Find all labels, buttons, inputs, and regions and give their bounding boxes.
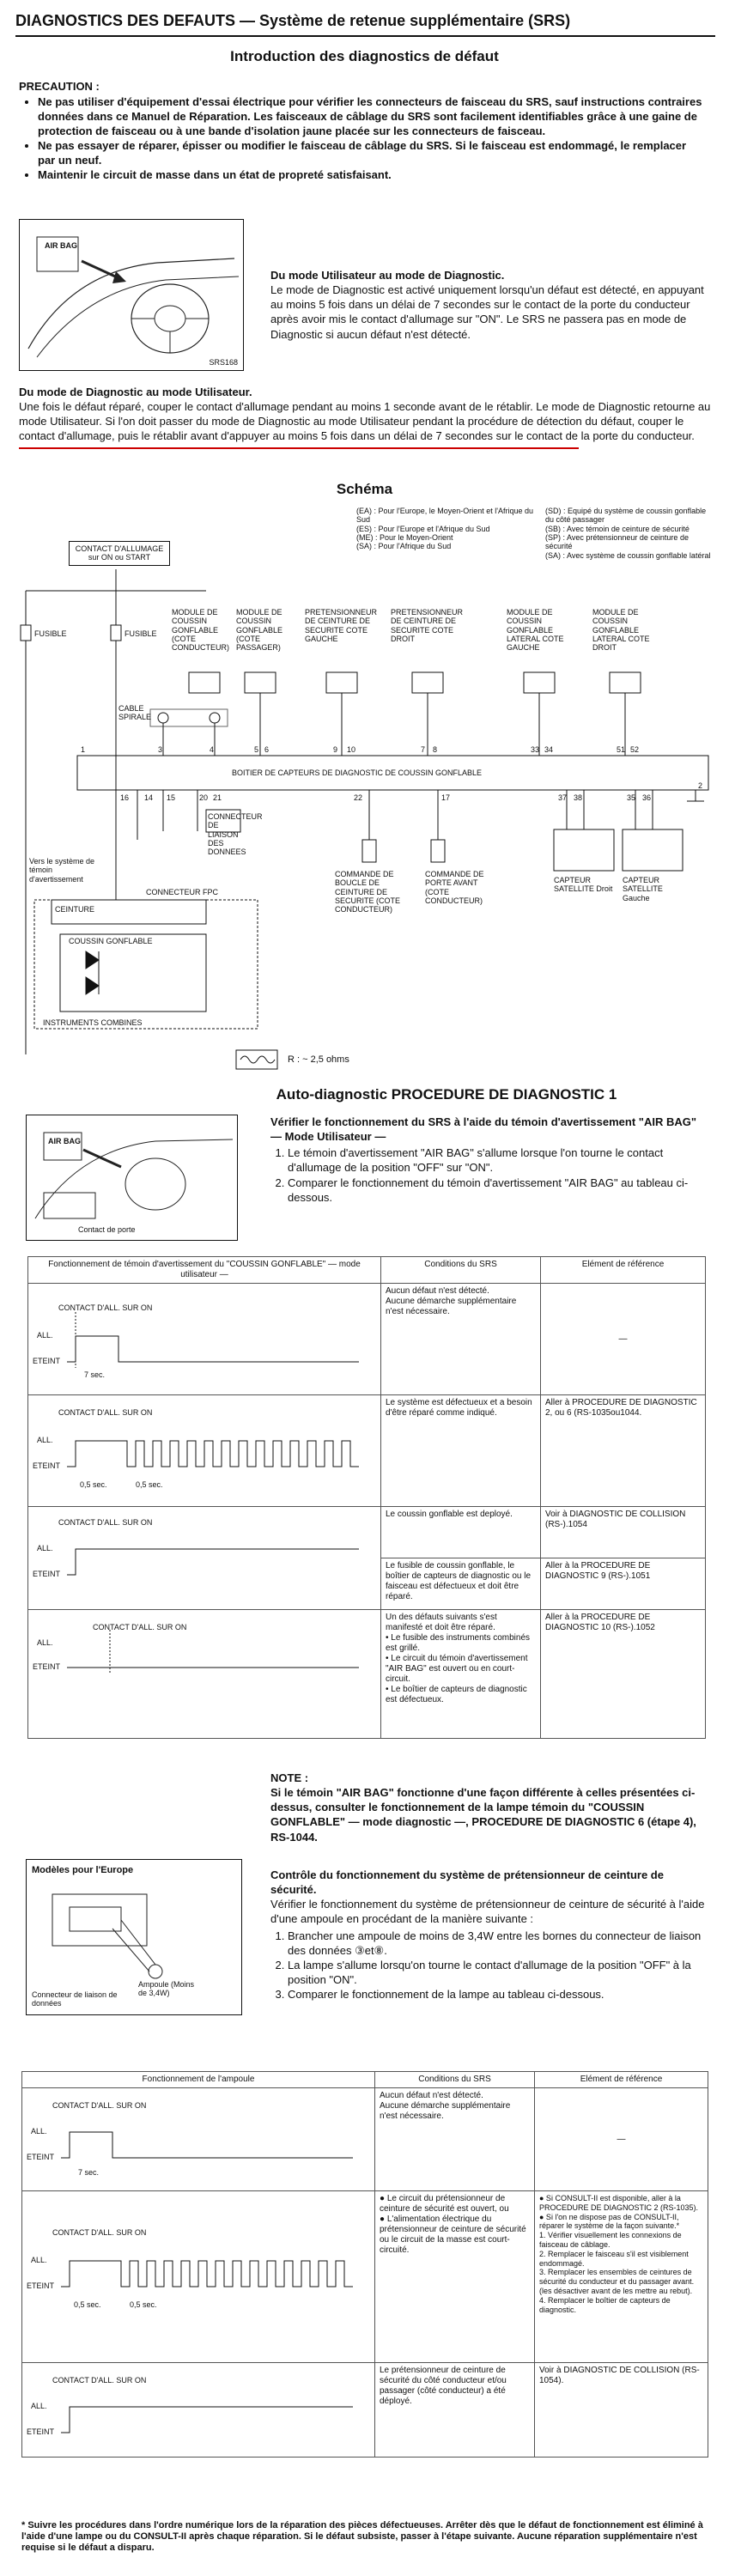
- wave-time-label: 7 sec.: [78, 2168, 100, 2177]
- module-passenger-label: MODULE DE COUSSIN GONFLABLE (COTE PASSAGER): [236, 608, 283, 653]
- reference-cell: Aller à PROCEDURE DE DIAGNOSTIC 2, ou 6 (RS-1035ou1044.: [541, 1395, 706, 1507]
- reference-cell: —: [541, 1284, 706, 1395]
- wave-on-label: CONTACT D'ALL. SUR ON: [52, 2228, 147, 2237]
- figure-code: SRS168: [209, 357, 238, 367]
- pin-label: 52: [630, 745, 640, 754]
- table-header-row: [22, 2072, 708, 2088]
- buckle-switch-label: COMMANDE DE BOUCLE DE CEINTURE DE SECURITE (COTE CONDUCTEUR): [335, 870, 401, 914]
- autodiag-heading: Vérifier le fonctionnement du SRS à l'aide du témoin d'avertissement "AIR BAG" — Mode Utilisateur —: [270, 1115, 696, 1144]
- pin-label: 17: [441, 793, 451, 802]
- table-row: [22, 2088, 708, 2191]
- pin-label: 5: [254, 745, 259, 754]
- diag-to-user-text: Une fois le défaut réparé, couper le contact d'allumage pendant au moins 1 seconde avant de le rétablir. Le mode de Diagnostic retourne au mode Utilisateur. Si l'on doit passer du mode de Diagnostic au mode Utilisateur pendant la procédure de détection du défaut, couper le contact d'allumage, puis le rétablir avant d'appuyer au moins 5 fois dans un délai de 7 secondes sur le contact de la porte du conducteur.: [19, 400, 711, 443]
- condition-cell: Le coussin gonflable est deployé.: [381, 1507, 541, 1558]
- legend-item: (SD) : Equipé du système de coussin gonflable du côté passager: [545, 507, 707, 525]
- wave-time-label: 0,5 sec.: [80, 1480, 107, 1489]
- waveform-continuous-icon: [33, 1510, 368, 1604]
- pretensioner-left-label: PRETENSIONNEUR DE CEINTURE DE SECURITE COTE GAUCHE: [305, 608, 378, 644]
- pin-label: 10: [347, 745, 356, 754]
- schema-title: Schéma: [336, 481, 393, 497]
- precaution-list: [19, 95, 706, 182]
- waveform-cell: [28, 1507, 381, 1610]
- user-to-diag-section: [270, 268, 708, 342]
- footnote: * Suivre les procédures dans l'ordre numérique lors de la réparation des pièces défectueuses. Arrêter dès que le défaut de fonctionnement est éliminé à l'aide d'une lampe ou du CONSULT-II après chaque réparation. Si le défaut subsiste, passer à l'étape suivante. Aucune réparation supplémentaire n'est requise si le défaut a disparu.: [21, 2520, 703, 2554]
- cluster-label: INSTRUMENTS COMBINES: [43, 1018, 143, 1027]
- pin-label: 22: [354, 793, 363, 802]
- bulb-waveform-steady-icon: [27, 2091, 361, 2185]
- side-module-left-label: MODULE DE COUSSIN GONFLABLE LATERAL COTE GAUCHE: [507, 608, 564, 653]
- wave-on-label: CONTACT D'ALL. SUR ON: [52, 2376, 147, 2385]
- condition-cell: Un des défauts suivants s'est manifesté et doit être réparé. • Le fusible des instruments combinés est grillé. • Le circuit du témoin d'avertissement "AIR BAG" est ouvert ou en court-circuit. • Le boîtier de capteurs de diagnostic est défectueux.: [381, 1610, 541, 1739]
- legend-item: (EA) : Pour l'Europe, le Moyen-Orient et l'Afrique du Sud: [356, 507, 534, 525]
- table-row: [28, 1395, 706, 1507]
- spiral-cable-label: CABLE SPIRALE: [118, 704, 152, 722]
- autodiag-step: 1. Le témoin d'avertissement "AIR BAG" s'allume lorsque l'on tourne le contact d'allumage de la position "OFF" sur "ON".: [288, 1145, 708, 1175]
- condition-cell: Aucun défaut n'est détecté. Aucune démarche supplémentaire n'est nécessaire.: [381, 1284, 541, 1395]
- legend-item: (SP) : Avec prétensionneur de ceinture de sécurité: [545, 533, 689, 551]
- pin-label: 6: [264, 745, 270, 754]
- reference-cell: —: [535, 2088, 708, 2191]
- pin-label: 1: [81, 745, 86, 754]
- wave-time-label: 0,5 sec.: [74, 2300, 101, 2309]
- waveform-cell: [28, 1395, 381, 1507]
- pretensioner-right-label: PRETENSIONNEUR DE CEINTURE DE SECURITE COTE DROIT: [391, 608, 464, 644]
- wave-on-label: CONTACT D'ALL. SUR ON: [58, 1518, 153, 1527]
- pin-label: 37: [558, 793, 568, 802]
- waveform-off-icon: [33, 1613, 368, 1733]
- legend-item: (ME) : Pour le Moyen-Orient: [356, 533, 453, 543]
- intro-title: Introduction des diagnostics de défaut: [230, 48, 499, 64]
- precaution-title: PRECAUTION :: [19, 80, 100, 93]
- wave-off-label: ETEINT: [27, 2281, 55, 2290]
- door-switch-label: COMMANDE DE PORTE AVANT (COTE CONDUCTEUR): [425, 870, 484, 906]
- wave-on-label: CONTACT D'ALL. SUR ON: [58, 1408, 153, 1417]
- column-header: Conditions du SRS: [375, 2072, 535, 2088]
- pin-label: 36: [642, 793, 652, 802]
- autodiag-steps: [270, 1145, 708, 1205]
- belt-label: CEINTURE: [55, 905, 95, 914]
- wave-on-label: CONTACT D'ALL. SUR ON: [58, 1303, 153, 1312]
- resistance-label: R : ~ 2,5 ohms: [288, 1054, 349, 1065]
- sensor-unit-label: BOITIER DE CAPTEURS DE DIAGNOSTIC DE COUSSIN GONFLABLE: [232, 769, 483, 777]
- diag-to-user-section: [19, 385, 714, 444]
- table-row: [28, 1507, 706, 1558]
- pin-label: 3: [158, 745, 163, 754]
- table-row: [28, 1610, 706, 1739]
- reference-cell: Voir à DIAGNOSTIC DE COLLISION (RS-).1054: [541, 1507, 706, 1558]
- pretension-step: 2. La lampe s'allume lorsqu'on tourne le contact d'allumage de la position "OFF" à la position "ON".: [288, 1958, 708, 1987]
- column-header: Fonctionnement de témoin d'avertissement du "COUSSIN GONFLABLE" — mode utilisateur —: [28, 1257, 381, 1284]
- table-row: [22, 2363, 708, 2458]
- pin-label: 7: [421, 745, 426, 754]
- legend-item: (SA) : Avec système de coussin gonflable latéral: [545, 550, 711, 560]
- wave-on-label: CONTACT D'ALL. SUR ON: [93, 1623, 187, 1631]
- diag-to-user-title: Du mode de Diagnostic au mode Utilisateur.: [19, 386, 252, 398]
- pretension-steps: [270, 1929, 708, 2002]
- belt-warning-label: Vers le système de témoin d'avertissement: [29, 857, 95, 884]
- airbag-lamp-label: AIR BAG: [48, 1137, 81, 1145]
- autodiag-step: 2. Comparer le fonctionnement du témoin d'avertissement "AIR BAG" au tableau ci-dessous.: [288, 1176, 708, 1205]
- waveform-cell: [28, 1284, 381, 1395]
- wave-time-label: 0,5 sec.: [136, 1480, 163, 1489]
- wave-off-label: ETEINT: [33, 1461, 61, 1470]
- waveform-cell: [22, 2191, 375, 2363]
- schematic-wires: [17, 505, 714, 1076]
- wave-time-label: 7 sec.: [84, 1370, 106, 1379]
- pin-label: 20: [199, 793, 209, 802]
- door-switch-caption: Contact de porte: [78, 1225, 136, 1234]
- pin-label: 9: [333, 745, 338, 754]
- pin-label: 33: [531, 745, 540, 754]
- pretension-step: 3. Comparer le fonctionnement de la lampe au tableau ci-dessous.: [288, 1987, 708, 2002]
- dashboard-door-icon: [27, 1115, 237, 1240]
- red-underline: [19, 447, 579, 449]
- wave-all-label: ALL.: [31, 2402, 47, 2410]
- bulb-waveform-blink-icon: [27, 2194, 361, 2357]
- waveform-cell: [28, 1610, 381, 1739]
- pin-label: 51: [617, 745, 626, 754]
- wave-off-label: ETEINT: [33, 1570, 61, 1578]
- airbag-lamp-label: AIR BAG: [45, 241, 77, 250]
- europe-connector-figure: [26, 1859, 242, 2015]
- pretension-heading: Contrôle du fonctionnement du système de prétensionneur de ceinture de sécurité.: [270, 1868, 664, 1897]
- satellite-right-label: CAPTEUR SATELLITE Droit: [554, 876, 613, 894]
- wave-all-label: ALL.: [37, 1436, 53, 1444]
- module-driver-label: MODULE DE COUSSIN GONFLABLE (COTE CONDUCTEUR): [172, 608, 229, 653]
- condition-cell: ● Le circuit du prétensionneur de ceinture de sécurité est ouvert, ou ● L'alimentation électrique du prétensionneur de ceinture de sécurité ou le circuit de la masse est court-circuité.: [375, 2191, 535, 2363]
- condition-cell: Le système est défectueux et a besoin d'être réparé comme indiqué.: [381, 1395, 541, 1507]
- fuse-label: FUSIBLE: [125, 629, 157, 638]
- column-header: Fonctionnement de l'ampoule: [22, 2072, 375, 2088]
- note-section: [270, 1771, 708, 1844]
- condition-cell: Aucun défaut n'est détecté. Aucune démarche supplémentaire n'est nécessaire.: [375, 2088, 535, 2191]
- precaution-item: • Maintenir le circuit de masse dans un état de propreté satisfaisant.: [38, 168, 706, 183]
- pin-label: 2: [698, 781, 703, 790]
- pin-label: 21: [213, 793, 222, 802]
- table-header-row: [28, 1257, 706, 1284]
- pretension-intro: Vérifier le fonctionnement du système de prétensionneur de ceinture de sécurité à l'aide d'une ampoule en procédant de la manière suivante :: [270, 1898, 705, 1926]
- column-header: Conditions du SRS: [381, 1257, 541, 1284]
- waveform-steady-icon: [33, 1286, 368, 1389]
- wave-time-label: 0,5 sec.: [130, 2300, 157, 2309]
- user-to-diag-text: Le mode de Diagnostic est activé uniquement lorsqu'un défaut est détecté, en appuyant au moins 5 fois dans un délai de 7 secondes sur le contact de la porte du conducteur après avoir mis le contact d'allumage sur "ON". Le SRS ne passera pas en mode de Diagnostic si aucun défaut n'est détecté.: [270, 283, 704, 341]
- precaution-item: • Ne pas utiliser d'équipement d'essai électrique pour vérifier les connecteurs de faisceau du SRS, sauf instructions contraires données dans ce Manuel de Réparation. Les faisceaux de câblage du SRS sont facilement identifiables grâce à une gaine de protection de faisceau ou à une bande d'isolation jaune placée sur les connecteurs de faisceau.: [38, 95, 706, 139]
- wave-all-label: ALL.: [37, 1544, 53, 1552]
- column-header: Elément de référence: [535, 2072, 708, 2088]
- fuse-label: FUSIBLE: [34, 629, 67, 638]
- wave-all-label: ALL.: [31, 2256, 47, 2264]
- legend-item: (SA) : Pour l'Afrique du Sud: [356, 542, 452, 551]
- wave-all-label: ALL.: [31, 2127, 47, 2136]
- pin-label: 34: [544, 745, 554, 754]
- pin-label: 15: [167, 793, 176, 802]
- airbag-lamp-label: COUSSIN GONFLABLE: [69, 937, 153, 945]
- note-title: NOTE :: [270, 1771, 309, 1784]
- pin-label: 35: [627, 793, 636, 802]
- waveform-cell: [22, 2363, 375, 2458]
- note-text: Si le témoin "AIR BAG" fonctionne d'une façon différente à celles présentées ci-dessus, consulter le fonctionnement de la lampe témoin du "COUSSIN GONFLABLE" — mode diagnostic —, PROCEDURE DE DIAGNOSTIC 6 (étape 4), RS-1044.: [270, 1786, 696, 1844]
- waveform-cell: [22, 2088, 375, 2191]
- autodiag-title: Auto-diagnostic PROCEDURE DE DIAGNOSTIC 1: [276, 1086, 617, 1103]
- airbag-dashboard-figure: [19, 219, 244, 371]
- lamp-behavior-table: [27, 1256, 706, 1739]
- table-row: [28, 1284, 706, 1395]
- pin-label: 38: [574, 793, 583, 802]
- wave-off-label: ETEINT: [33, 1662, 61, 1671]
- wave-off-label: ETEINT: [27, 2153, 55, 2161]
- column-header: Elément de référence: [541, 1257, 706, 1284]
- reference-cell: Voir à DIAGNOSTIC DE COLLISION (RS-1054).: [535, 2363, 708, 2458]
- autodiag-instructions: [270, 1115, 708, 1205]
- fpc-connector-label: CONNECTEUR FPC: [146, 888, 219, 896]
- bulb-behavior-table: [21, 2071, 708, 2458]
- bulb-waveform-continuous-icon: [27, 2366, 361, 2451]
- pin-label: 14: [144, 793, 154, 802]
- wave-off-label: ETEINT: [33, 1357, 61, 1365]
- bulb-label: Ampoule (Moins de 3,4W): [138, 1980, 195, 1998]
- waveform-blink-icon: [33, 1398, 368, 1501]
- page-header: DIAGNOSTICS DES DEFAUTS — Système de retenue supplémentaire (SRS): [15, 12, 715, 37]
- wave-off-label: ETEINT: [27, 2427, 55, 2436]
- pretension-section: [270, 1868, 708, 2002]
- user-to-diag-title: Du mode Utilisateur au mode de Diagnostic.: [270, 269, 505, 282]
- reference-cell: Aller à la PROCEDURE DE DIAGNOSTIC 9 (RS-).1051: [541, 1558, 706, 1610]
- pin-label: 4: [210, 745, 215, 754]
- diag-connector-label: CONNECTEUR DE LIAISON DES DONNEES: [208, 812, 263, 857]
- wave-on-label: CONTACT D'ALL. SUR ON: [52, 2101, 147, 2110]
- connector-label: Connecteur de liaison de données: [32, 1990, 118, 2008]
- wiring-schematic: [17, 505, 714, 1076]
- legend-item: (SB) : Avec témoin de ceinture de sécurité: [545, 524, 690, 533]
- wave-all-label: ALL.: [37, 1638, 53, 1647]
- europe-title: Modèles pour l'Europe: [32, 1865, 134, 1875]
- wave-all-label: ALL.: [37, 1331, 53, 1340]
- door-switch-figure: [26, 1115, 238, 1241]
- precaution-block: [19, 79, 706, 183]
- pin-label: 8: [433, 745, 438, 754]
- legend-item: (ES) : Pour l'Europe et l'Afrique du Sud: [356, 524, 490, 533]
- precaution-item: • Ne pas essayer de réparer, épisser ou modifier le faisceau de câblage du SRS. Si le faisceau est endommagé, le remplacer par un neuf.: [38, 139, 706, 168]
- reference-cell: Aller à la PROCEDURE DE DIAGNOSTIC 10 (RS-).1052: [541, 1610, 706, 1739]
- pretension-step: 1. Brancher une ampoule de moins de 3,4W entre les bornes du connecteur de liaison des données ③et⑧.: [288, 1929, 708, 1958]
- pin-label: 16: [120, 793, 130, 802]
- satellite-left-label: CAPTEUR SATELLITE Gauche: [623, 876, 663, 902]
- condition-cell: Le prétensionneur de ceinture de sécurité du côté conducteur et/ou passager (côté conducteur) a été déployé.: [375, 2363, 535, 2458]
- table-row: [22, 2191, 708, 2363]
- side-module-right-label: MODULE DE COUSSIN GONFLABLE LATERAL COTE DROIT: [592, 608, 650, 653]
- ignition-switch-box: CONTACT D'ALLUMAGE sur ON ou START: [69, 541, 170, 566]
- reference-cell: ● Si CONSULT-II est disponible, aller à la PROCEDURE DE DIAGNOSTIC 2 (RS-1035). ● Si l'on ne dispose pas de CONSULT-II, réparer le système de la façon suivante.* 1. Vérifier visuellement les connexions de faisceau de câblage. 2. Remplacer le faisceau s'il est visiblement endommagé. 3. Remplacer les ensembles de ceintures de sécurité du conducteur et du passager avant. (les désactiver avant de les mettre au rebut). 4. Remplacer le boîtier de capteurs de diagnostic.: [535, 2191, 708, 2363]
- condition-cell: Le fusible de coussin gonflable, le boîtier de capteurs de diagnostic ou le faisceau est défectueux et doit être réparé.: [381, 1558, 541, 1610]
